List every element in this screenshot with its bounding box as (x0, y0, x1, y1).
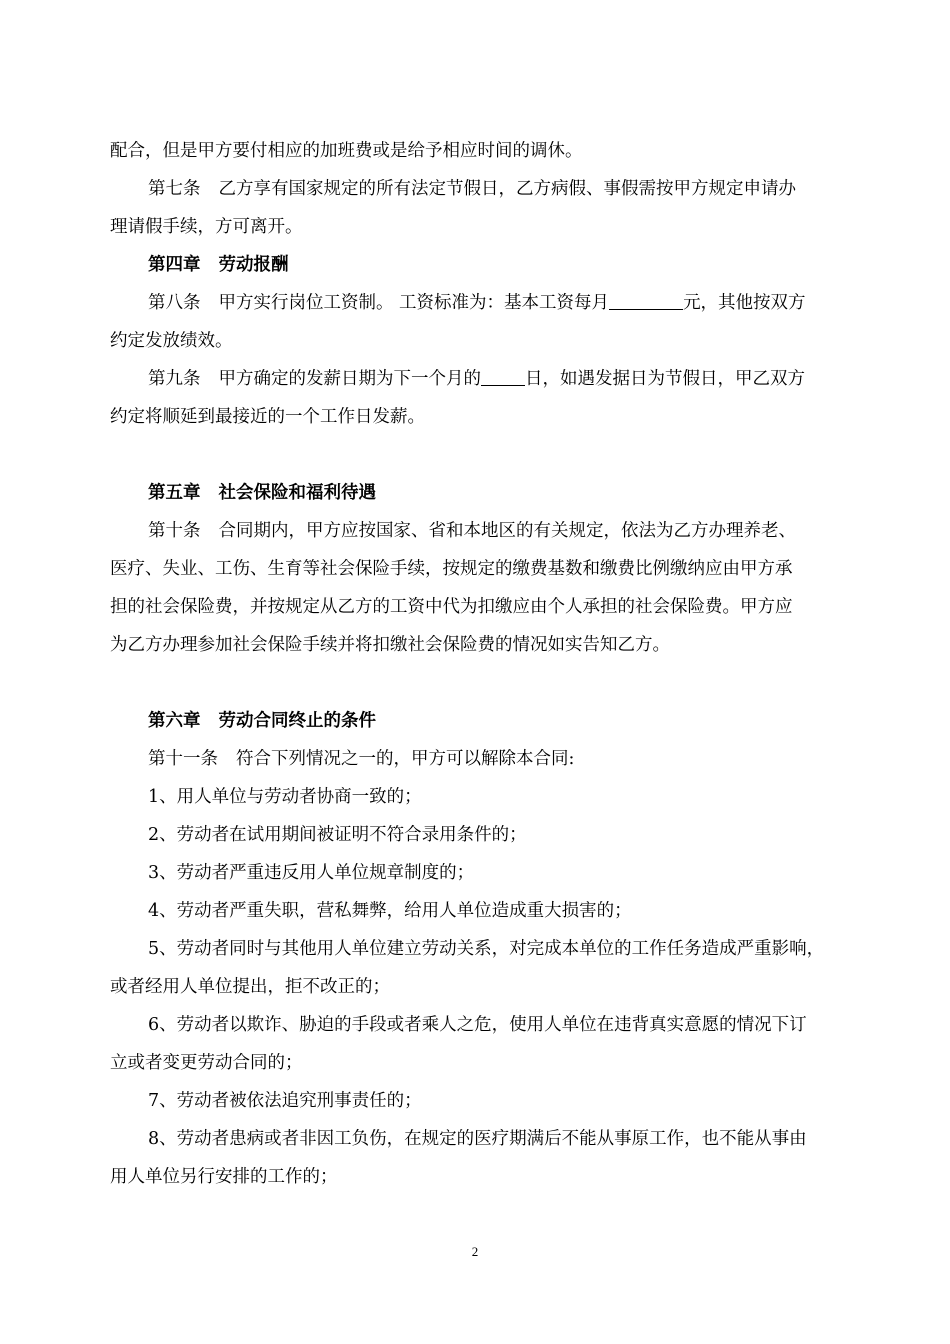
paragraph-line: 约定发放绩效。 (110, 331, 233, 351)
article-text: 合同期内，甲方应按国家、省和本地区的有关规定，依法为乙方办理养老、 (218, 521, 796, 541)
document-body (110, 132, 862, 1196)
chapter-label: 第四章 (148, 255, 201, 275)
chapter-4-heading (110, 246, 862, 284)
salary-blank (609, 289, 683, 310)
article-label: 第七条 (148, 179, 201, 199)
article-11 (110, 740, 862, 778)
article-text: 符合下列情况之一的，甲方可以解除本合同: (236, 749, 575, 769)
article-text: 乙方享有国家规定的所有法定节假日，乙方病假、事假需按甲方规定申请办 (218, 179, 796, 199)
spacer (110, 664, 862, 702)
article-7 (110, 170, 862, 208)
article-label: 第八条 (148, 293, 201, 313)
paragraph-line: 担的社会保险费，并按规定从乙方的工资中代为扣缴应由个人承担的社会保险费。甲方应 (110, 597, 793, 617)
list-item: 3、劳动者严重违反用人单位规章制度的； (148, 863, 475, 883)
chapter-5-heading (110, 474, 862, 512)
article-text: 元，其他按双方 (683, 293, 806, 313)
list-item: 6、劳动者以欺诈、胁迫的手段或者乘人之危，使用人单位在违背真实意愿的情况下订 (148, 1015, 807, 1035)
list-item: 5、劳动者同时与其他用人单位建立劳动关系，对完成本单位的工作任务造成严重影响， (148, 939, 825, 959)
chapter-title: 劳动报酬 (218, 255, 289, 275)
paragraph-line: 或者经用人单位提出，拒不改正的； (110, 977, 390, 997)
chapter-label: 第五章 (148, 483, 201, 503)
chapter-title: 劳动合同终止的条件 (218, 711, 376, 731)
paragraph-line: 约定将顺延到最接近的一个工作日发薪。 (110, 407, 425, 427)
list-item: 4、劳动者严重失职，营私舞弊，给用人单位造成重大损害的； (148, 901, 632, 921)
paragraph-line: 用人单位另行安排的工作的； (110, 1167, 338, 1187)
spacer (110, 436, 862, 474)
payday-blank (481, 365, 525, 386)
list-item: 1、用人单位与劳动者协商一致的； (148, 787, 422, 807)
list-item: 2、劳动者在试用期间被证明不符合录用条件的； (148, 825, 527, 845)
list-item: 8、劳动者患病或者非因工负伤，在规定的医疗期满后不能从事原工作，也不能从事由 (148, 1129, 807, 1149)
article-label: 第九条 (148, 369, 201, 389)
paragraph-line: 理请假手续，方可离开。 (110, 217, 303, 237)
article-9 (110, 360, 862, 398)
article-label: 第十条 (148, 521, 201, 541)
article-text: 日，如遇发据日为节假日，甲乙双方 (525, 369, 805, 389)
paragraph-line: 配合，但是甲方要付相应的加班费或是给予相应时间的调休。 (110, 141, 583, 161)
page-number: 2 (471, 1244, 479, 1259)
chapter-title: 社会保险和福利待遇 (218, 483, 376, 503)
article-label: 第十一条 (148, 749, 218, 769)
article-text: 甲方实行岗位工资制。 工资标准为：基本工资每月 (218, 293, 610, 313)
paragraph-line: 医疗、失业、工伤、生育等社会保险手续，按规定的缴费基数和缴费比例缴纳应由甲方承 (110, 559, 793, 579)
paragraph-line: 立或者变更劳动合同的； (110, 1053, 303, 1073)
chapter-6-heading (110, 702, 862, 740)
list-item: 7、劳动者被依法追究刑事责任的； (148, 1091, 422, 1111)
chapter-label: 第六章 (148, 711, 201, 731)
article-8 (110, 284, 862, 322)
article-text: 甲方确定的发薪日期为下一个月的 (218, 369, 481, 389)
article-10 (110, 512, 862, 550)
paragraph-line: 为乙方办理参加社会保险手续并将扣缴社会保险费的情况如实告知乙方。 (110, 635, 670, 655)
